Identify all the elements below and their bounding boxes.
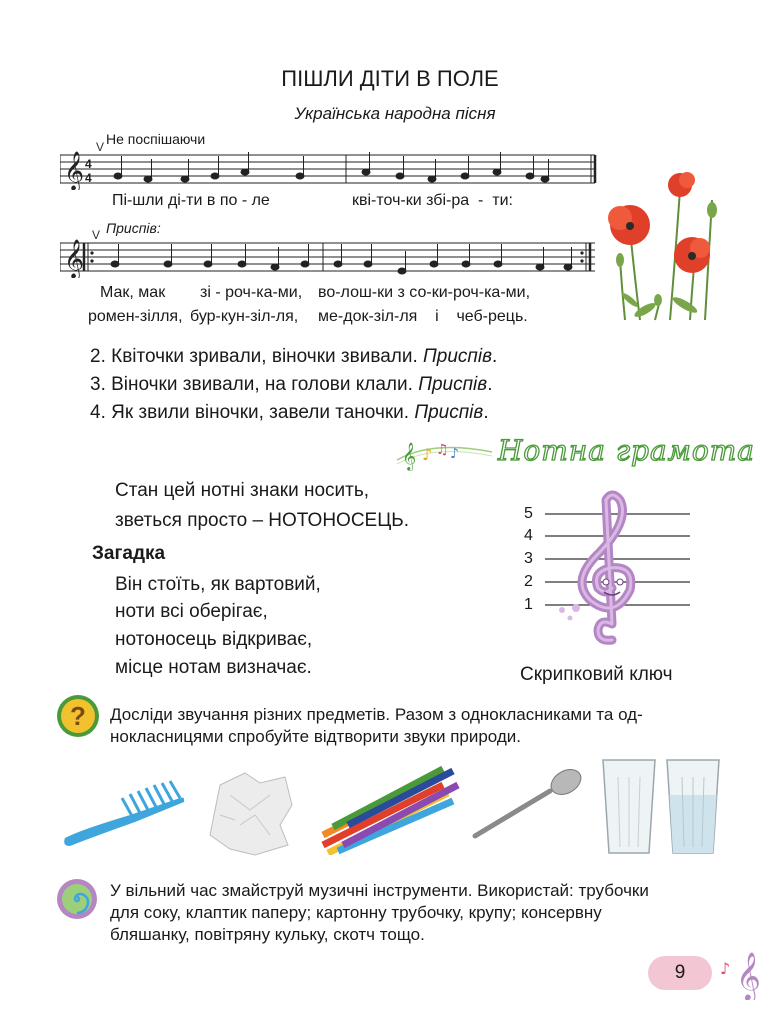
svg-text:?: ? bbox=[70, 701, 86, 731]
section-heading: Нотна грамота bbox=[498, 434, 755, 467]
lyrics-line-2c: во-лош-ки з со-ки-роч-ка-ми, bbox=[318, 284, 531, 301]
lyrics-line-3b: бур-кун-зіл-ля, bbox=[190, 308, 299, 325]
riddle-line-1: Він стоїть, як вартовий, bbox=[115, 574, 321, 595]
task-2-line-3: бляшанку, повітряну кульку, скотч тощо. bbox=[110, 925, 425, 944]
music-notes-corner-icon bbox=[718, 940, 768, 1000]
svg-text:𝄞: 𝄞 bbox=[402, 442, 417, 470]
staff-line-number-3: 3 bbox=[524, 550, 533, 567]
song-subtitle: Українська народна пісня bbox=[294, 104, 496, 123]
staff-line-number-4: 4 bbox=[524, 527, 533, 544]
staff-poem-line-2: зветься просто – НОТОНОСЕЦЬ. bbox=[115, 510, 410, 531]
question-icon bbox=[56, 694, 100, 738]
svg-text:𝄞: 𝄞 bbox=[736, 951, 761, 1000]
svg-text:♫: ♫ bbox=[436, 442, 449, 458]
svg-text:𝄞: 𝄞 bbox=[64, 151, 85, 190]
lyrics-line-3a: ромен-зілля, bbox=[88, 308, 183, 325]
lyrics-line-2a: Мак, мак bbox=[100, 284, 166, 301]
staff-poem-line-1: Стан цей нотні знаки носить, bbox=[115, 480, 370, 501]
water-glass-image bbox=[664, 757, 722, 857]
task-1-line-2: нокласницями спробуйте відтворити звуки природи. bbox=[110, 727, 522, 746]
breath-mark: V bbox=[92, 228, 101, 242]
task-2-line-1: У вільний час змайструй музичні інструменти. Використай: трубочки bbox=[110, 881, 649, 900]
poppy-flowers-image bbox=[600, 160, 730, 325]
tempo-marking: Не поспішаючи bbox=[106, 131, 206, 147]
lyrics-line-1b: кві-точ-ки збі-ра - ти: bbox=[352, 192, 513, 209]
breath-mark: V bbox=[96, 140, 105, 154]
page-number: 9 bbox=[648, 956, 712, 990]
spiral-icon bbox=[56, 878, 98, 920]
svg-text:♪: ♪ bbox=[422, 445, 433, 464]
svg-text:𝄞: 𝄞 bbox=[64, 239, 85, 278]
staff-line-number-5: 5 bbox=[524, 505, 533, 522]
verse-4: 4. Як звили віночки, завели таночки. Приспів. bbox=[90, 402, 489, 423]
lyrics-line-2b: зі - роч-ка-ми, bbox=[200, 284, 303, 301]
lyrics-line-3c: ме-док-зіл-ля і чеб-рець. bbox=[318, 308, 528, 325]
riddle-line-3: нотоносець відкриває, bbox=[115, 629, 313, 650]
svg-text:♪: ♪ bbox=[720, 959, 731, 978]
music-notes-decoration-icon bbox=[392, 430, 502, 472]
riddle-line-4: місце нотам визначає. bbox=[115, 657, 312, 678]
clef-caption: Скрипковий ключ bbox=[520, 664, 673, 685]
verse-3: 3. Віночки звивали, на голови клали. Приспів. bbox=[90, 374, 493, 395]
music-staff-1 bbox=[60, 150, 600, 190]
comb-image bbox=[60, 780, 190, 850]
riddle-line-2: ноти всі оберігає, bbox=[115, 601, 268, 622]
staff-line-number-1: 1 bbox=[524, 596, 533, 613]
lyrics-line-1a: Пі-шли ді-ти в по - ле bbox=[112, 192, 270, 209]
time-signature-bottom: 4 bbox=[85, 171, 92, 185]
task-1-line-1: Досліди звучання різних предметів. Разом з однокласниками та од- bbox=[110, 705, 643, 724]
time-signature-top: 4 bbox=[85, 157, 92, 171]
verse-2: 2. Квіточки зривали, віночки звивали. Приспів. bbox=[90, 346, 498, 367]
riddle-title: Загадка bbox=[92, 543, 166, 564]
spoon-image bbox=[470, 766, 585, 841]
task-2-line-2: для соку, клаптик паперу; картонну трубочку, крупу; консервну bbox=[110, 903, 602, 922]
song-title: ПІШЛИ ДІТИ В ПОЛЕ bbox=[281, 66, 499, 91]
svg-text:♪: ♪ bbox=[450, 446, 459, 462]
staff-line-number-2: 2 bbox=[524, 573, 533, 590]
music-staff-2 bbox=[60, 238, 600, 278]
treble-clef-staff-diagram bbox=[540, 490, 695, 650]
refrain-label: Приспів: bbox=[106, 220, 161, 236]
colored-pencils-image bbox=[318, 765, 463, 855]
crumpled-paper-image bbox=[200, 765, 300, 860]
empty-glass-image bbox=[600, 757, 658, 857]
